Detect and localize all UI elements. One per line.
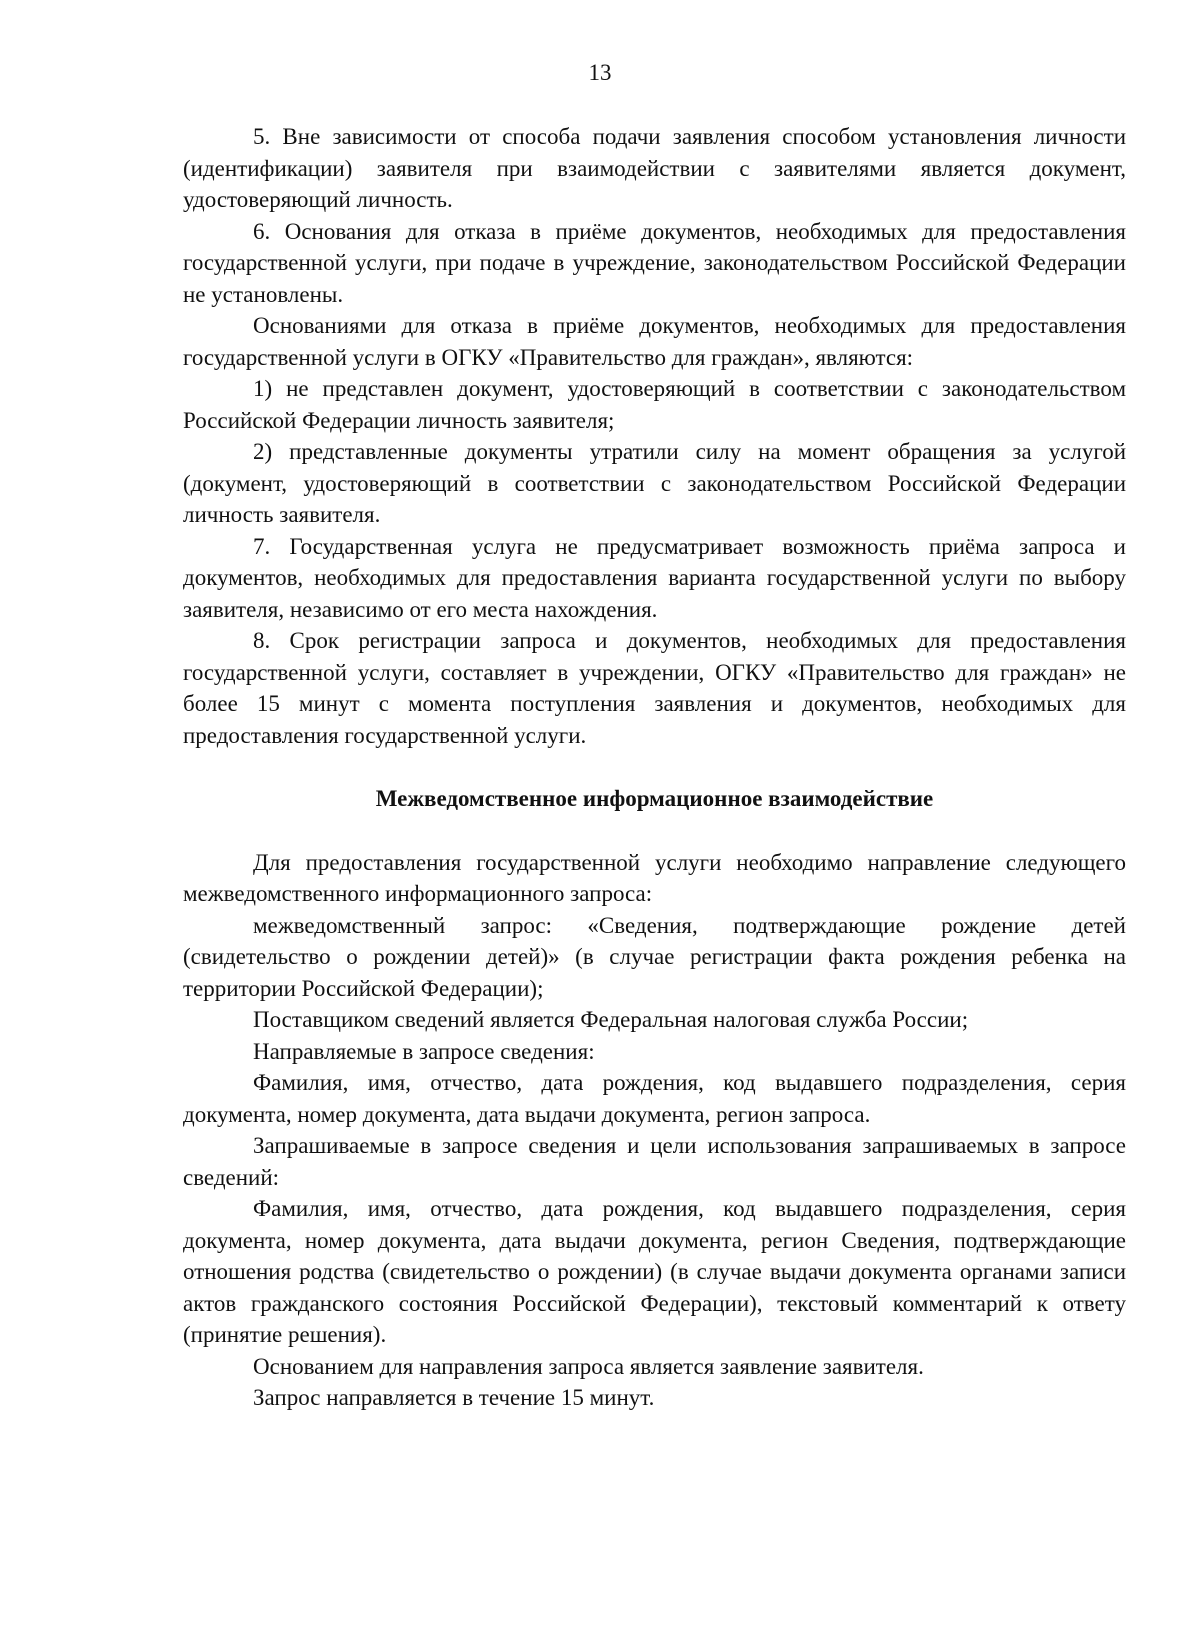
paragraph-data-provider: Поставщиком сведений является Федеральная налоговая служба России; <box>253 1007 969 1032</box>
paragraph-request-timing: Запрос направляется в течение 15 минут. <box>253 1385 655 1410</box>
paragraph-subitem-2: 2) представленные документы утратили силу на момент обращения за услугой (документ, удостоверяющий в соответствии с законодательством Российской Федерации личность заявителя. <box>183 439 1126 527</box>
paragraph-item-5: 5. Вне зависимости от способа подачи заявления способом установления личности (идентификации) заявителя при взаимодействии с заявителями является документ, удостоверяющий личность. <box>183 124 1126 212</box>
paragraph-interagency-intro: Для предоставления государственной услуги необходимо направление следующего межведомственного информационного запроса: <box>183 849 1126 906</box>
paragraph-requested-data-label: Запрашиваемые в запросе сведения и цели использования запрашиваемых в запросе сведений: <box>183 1133 1126 1190</box>
document-body <box>183 121 1126 1414</box>
paragraph-interagency-request: межведомственный запрос: «Сведения, подтверждающие рождение детей (свидетельство о рождении детей)» (в случае регистрации факта рождения ребенка на территории Российской Федерации); <box>183 912 1126 1001</box>
paragraph-subitem-1: 1) не представлен документ, удостоверяющий в соответствии с законодательством Российской Федерации личность заявителя; <box>183 376 1126 433</box>
paragraph-item-8: 8. Срок регистрации запроса и документов, необходимых для предоставления государственной услуги, составляет в учреждении, ОГКУ «Правительство для граждан» не более 15 минут с момента поступления заявления и документов, необходимых для предоставления государственной услуги. <box>183 628 1126 748</box>
paragraph-item-6: 6. Основания для отказа в приёме документов, необходимых для предоставления государственной услуги, при подаче в учреждение, законодательством Российской Федерации не установлены. <box>183 218 1126 307</box>
paragraph-item-7: 7. Государственная услуга не предусматривает возможность приёма запроса и документов, необходимых для предоставления варианта государственной услуги по выбору заявителя, независимо от его места нахождения. <box>183 533 1126 622</box>
paragraph-sent-data: Фамилия, имя, отчество, дата рождения, код выдавшего подразделения, серия документа, номер документа, дата выдачи документа, регион запроса. <box>183 1070 1126 1127</box>
section-heading: Межведомственное информационное взаимодействие <box>375 786 934 811</box>
paragraph-refusal-grounds: Основаниями для отказа в приёме документов, необходимых для предоставления государственной услуги в ОГКУ «Правительство для граждан», являются: <box>183 313 1126 370</box>
page-number: 13 <box>588 60 612 85</box>
paragraph-requested-data: Фамилия, имя, отчество, дата рождения, код выдавшего подразделения, серия документа, номер документа, дата выдачи документа, регион Сведения, подтверждающие отношения родства (свидетельство о рождении) (в случае выдачи документа органами записи актов гражданского состояния Российской Федерации), текстовый комментарий к ответу (принятие решения). <box>183 1196 1126 1347</box>
paragraph-request-basis: Основанием для направления запроса является заявление заявителя. <box>253 1353 924 1379</box>
paragraph-sent-data-label: Направляемые в запросе сведения: <box>253 1038 595 1064</box>
